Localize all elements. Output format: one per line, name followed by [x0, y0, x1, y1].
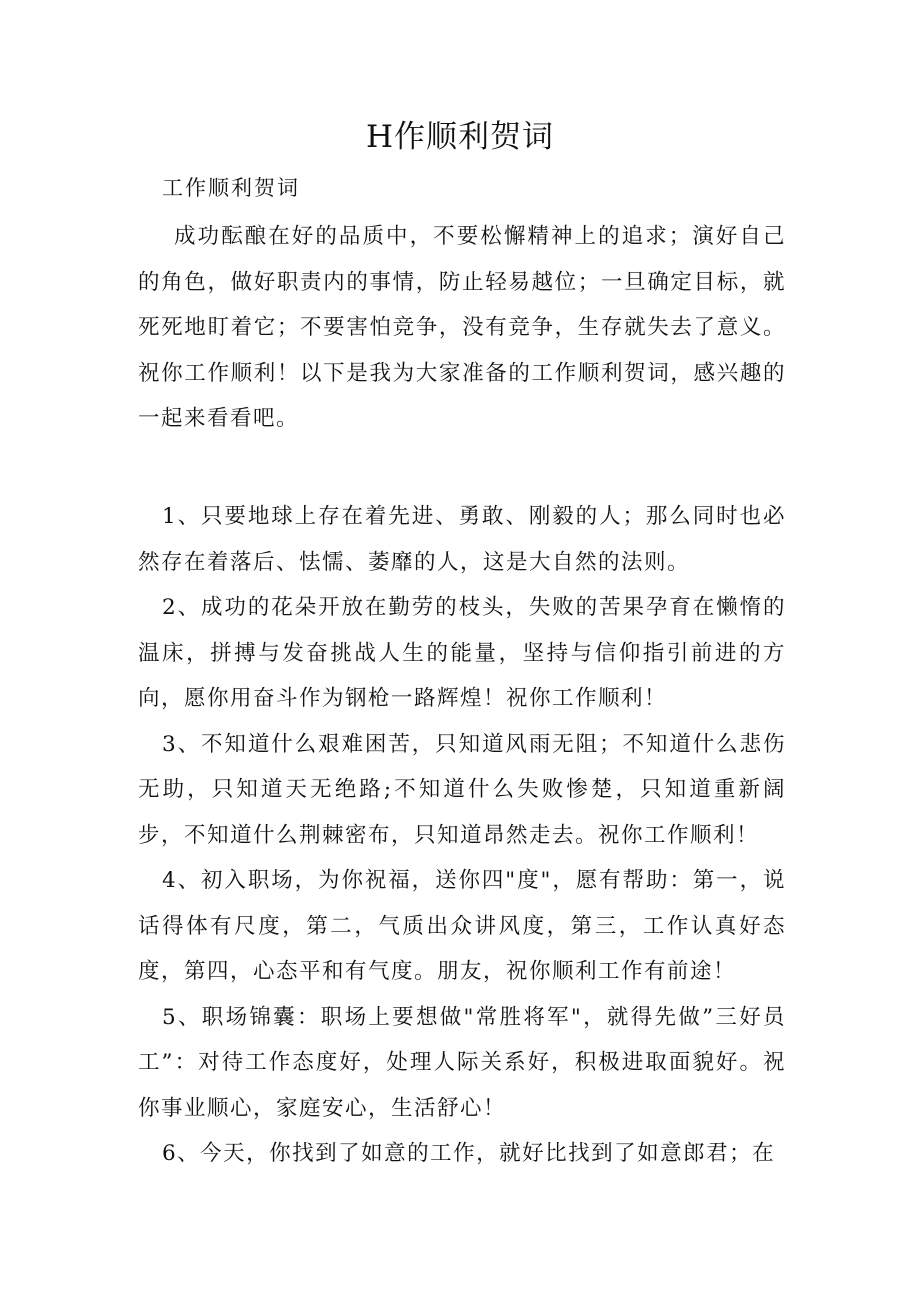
wish-item-5: 5、职场锦囊：职场上要想做"常胜将军"，就得先做”三好员工”：对待工作态度好，处理人际关系好，积极进取面貌好。祝你事业顺心，家庭安心，生活舒心！	[138, 1004, 786, 1121]
wish-item-3: 3、不知道什么艰难困苦，只知道风雨无阻；不知道什么悲伤无助，只知道天无绝路;不知道什么失败惨楚，只知道重新阔步，不知道什么荆棘密布，只知道昂然走去。祝你工作顺利！	[138, 731, 786, 848]
wish-item-2: 2、成功的花朵开放在勤劳的枝头，失败的苦果孕育在懒惰的温床，拼搏与发奋挑战人生的能量，坚持与信仰指引前进的方向，愿你用奋斗作为钢枪一路辉煌！祝你工作顺利！	[138, 595, 786, 711]
wish-item-4: 4、初入职场，为你祝福，送你四"度"，愿有帮助：第一，说话得体有尺度，第二，气质出众讲风度，第三，工作认真好态度，第四，心态平和有气度。朋友，祝你顺利工作有前途！	[138, 868, 786, 984]
document-title: H作顺利贺词	[365, 119, 555, 155]
wish-list	[138, 494, 786, 1177]
wish-item-1: 1、只要地球上存在着先进、勇敢、刚毅的人；那么同时也必然存在着落后、怯懦、萎靡的人，这是大自然的法则。	[138, 504, 786, 575]
intro-paragraph: 成功酝酿在好的品质中，不要松懈精神上的追求；演好自己的角色，做好职责内的事情，防止轻易越位；一旦确定目标，就死死地盯着它；不要害怕竞争，没有竞争，生存就失去了意义。祝你工作顺利！以下是我为大家准备的工作顺利贺词，感兴趣的一起来看看吧。	[138, 224, 786, 431]
document-subtitle: 工作顺利贺词	[162, 176, 300, 200]
wish-item-6: 6、今天，你找到了如意的工作，就好比找到了如意郎君；在	[162, 1141, 776, 1166]
